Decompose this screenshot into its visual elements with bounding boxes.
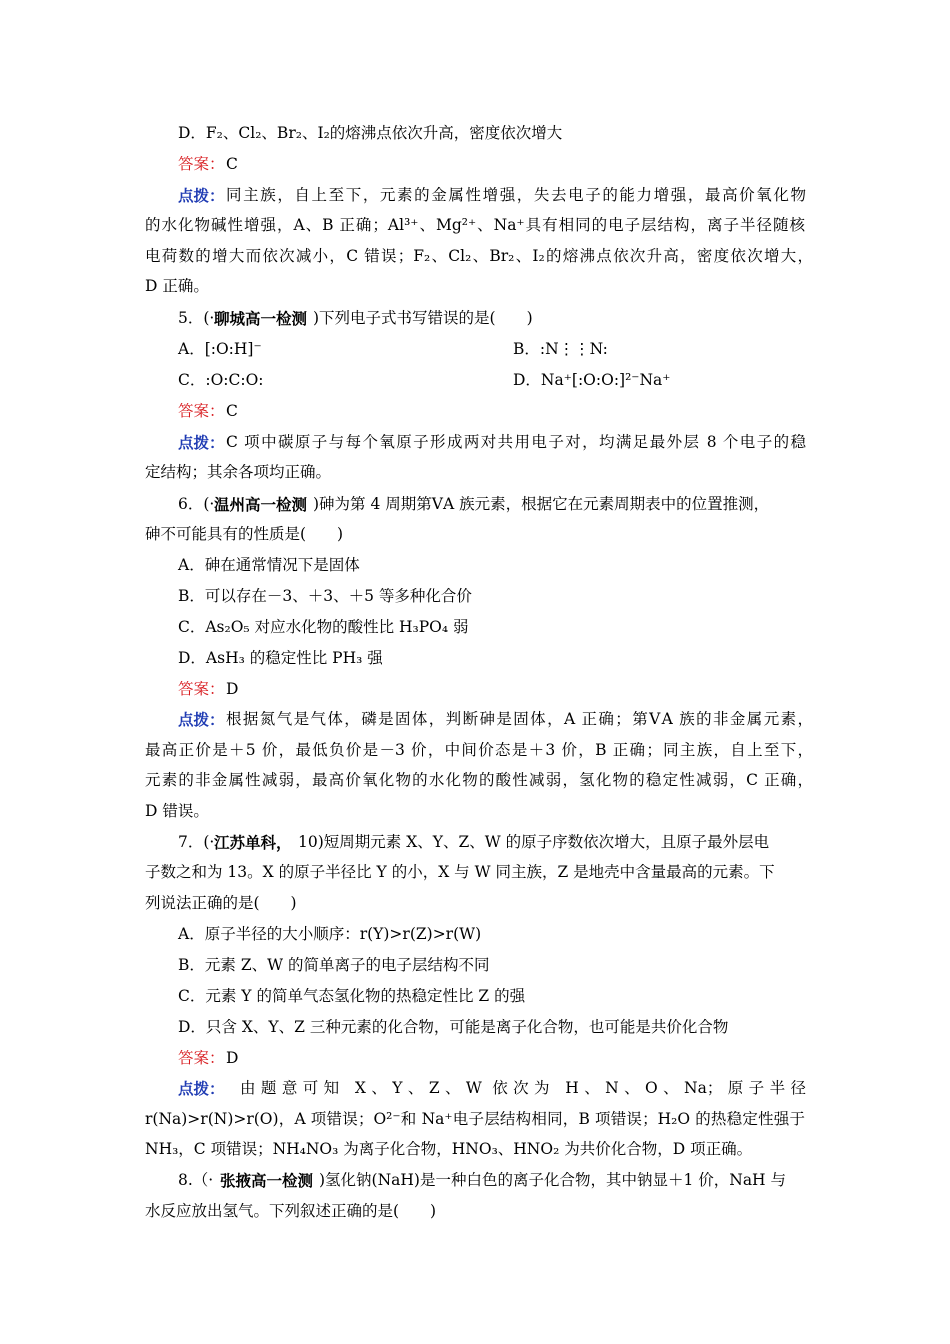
q6-stem-2 — [0, 519, 950, 550]
q6-expl-1-text-1: 根据氮气是气体，磷是固体，判断砷是固体，A 正确；第ⅤA 族的非金属元素， — [226, 710, 813, 728]
q5-opt-ab-text-0: A．[:O:H]⁻ — [178, 340, 262, 358]
q5-expl-1-text-1: C 项中碳原子与每个氧原子形成两对共用电子对，均满足最外层 8 个电子的稳 — [226, 433, 806, 451]
q6-expl-1 — [0, 704, 950, 735]
q6-opt-a-text-0: A．砷在通常情况下是固体 — [178, 556, 360, 574]
q7-expl-2-text-0: r(Na)>r(N)>r(O)，A 项错误；O²⁻和 Na⁺电子层结构相同，B 项错误；H₂O 的热稳定性强于 — [145, 1110, 805, 1128]
q6-opt-b — [0, 581, 950, 612]
q8-stem-1-text-0: 8.（· — [178, 1171, 214, 1189]
q6-stem-1-text-2: )砷为第 4 周期第ⅤA 族元素，根据它在元素周期表中的位置推测， — [313, 495, 770, 513]
q4-opt-d — [0, 118, 950, 149]
q6-answer-text-1: D — [226, 680, 239, 698]
q7-expl-3 — [0, 1134, 950, 1165]
q7-answer — [0, 1043, 950, 1074]
q6-expl-2 — [0, 735, 950, 766]
q7-opt-d-text-0: D．只含 X、Y、Z 三种元素的化合物，可能是离子化合物，也可能是共价化合物 — [178, 1018, 729, 1036]
q8-stem-2-text-0: 水反应放出氢气。下列叙述正确的是( ) — [145, 1202, 437, 1220]
q5-opt-ab-text-1: B．:N⋮⋮N: — [513, 340, 608, 358]
q4-expl-2 — [0, 210, 950, 241]
q7-expl-1 — [0, 1073, 950, 1104]
q8-stem-1 — [0, 1165, 950, 1196]
q7-stem-3 — [0, 888, 950, 919]
q4-expl-1-text-1: 同主族，自上至下，元素的金属性增强，失去电子的能力增强，最高价氧化物 — [226, 186, 806, 204]
q4-answer-text-1: C — [226, 155, 238, 173]
q7-opt-a — [0, 919, 950, 950]
q6-stem-2-text-0: 砷不可能具有的性质是( ) — [145, 525, 344, 543]
q7-stem-2 — [0, 857, 950, 888]
q6-answer-text-0: 答案： — [178, 680, 225, 698]
q6-opt-c — [0, 612, 950, 643]
q6-expl-4 — [0, 796, 950, 827]
q7-expl-2 — [0, 1104, 950, 1135]
q5-answer-text-0: 答案： — [178, 402, 225, 420]
q5-expl-2-text-0: 定结构；其余各项均正确。 — [145, 463, 332, 481]
q4-answer — [0, 149, 950, 180]
q6-expl-2-text-0: 最高正价是＋5 价，最低负价是－3 价，中间价态是＋3 价，B 正确；同主族，自上至下， — [145, 741, 813, 759]
q7-opt-b — [0, 950, 950, 981]
q4-expl-3 — [0, 241, 950, 272]
q5-stem — [0, 303, 950, 334]
q4-opt-d-text-0: D．F₂、Cl₂、Br₂、I₂的熔沸点依次升高，密度依次增大 — [178, 124, 563, 142]
q5-answer — [0, 396, 950, 427]
q8-stem-1-text-2: )氢化钠(NaH)是一种白色的离子化合物，其中钠显＋1 价，NaH 与 — [319, 1171, 786, 1189]
q5-expl-1-text-0: 点拨： — [178, 433, 225, 452]
q7-opt-a-text-0: A．原子半径的大小顺序：r(Y)>r(Z)>r(W) — [178, 925, 482, 943]
q7-stem-1 — [0, 827, 950, 858]
q7-stem-3-text-0: 列说法正确的是( ) — [145, 894, 297, 912]
q4-expl-1 — [0, 180, 950, 211]
q6-answer — [0, 674, 950, 705]
q6-expl-3 — [0, 765, 950, 796]
q7-answer-text-1: D — [226, 1049, 239, 1067]
q5-stem-text-2: )下列电子式书写错误的是( ) — [313, 309, 533, 327]
q7-stem-1-text-0: 7．(· — [178, 833, 215, 851]
q7-expl-1-text-1: 由题意可知 X、Y、Z、W 依次为 H、N、O、Na；原子半径 — [240, 1079, 806, 1097]
q7-opt-b-text-0: B．元素 Z、W 的简单离子的电子层结构不同 — [178, 956, 490, 974]
q7-opt-d — [0, 1012, 950, 1043]
q6-stem-1 — [0, 489, 950, 520]
q4-expl-3-text-0: 电荷数的增大而依次减小，C 错误；F₂、Cl₂、Br₂、I₂的熔沸点依次升高，密度依次增大， — [145, 247, 813, 265]
q5-opt-cd-text-1: D．Na⁺[:O:O:]²⁻Na⁺ — [513, 371, 671, 389]
q5-stem-text-1: 聊城高一检测 — [214, 309, 308, 328]
q4-expl-1-text-0: 点拨： — [178, 186, 225, 205]
q4-expl-4-text-0: D 正确。 — [145, 277, 209, 295]
q5-opt-cd — [0, 365, 950, 396]
q6-stem-1-text-1: 温州高一检测 — [214, 495, 308, 514]
q7-opt-c-text-0: C．元素 Y 的简单气态氢化物的热稳定性比 Z 的强 — [178, 987, 526, 1005]
q5-answer-text-1: C — [226, 402, 238, 420]
q5-opt-ab — [0, 334, 950, 365]
q7-stem-2-text-0: 子数之和为 13。X 的原子半径比 Y 的小，X 与 W 同主族，Z 是地壳中含量最高的元素。下 — [145, 863, 775, 881]
q7-stem-1-text-1: 江苏单科， — [214, 833, 292, 852]
q5-stem-text-0: 5．(· — [178, 309, 215, 327]
q7-stem-1-text-2: 10)短周期元素 X、Y、Z、W 的原子序数依次增大，且原子最外层电 — [298, 833, 770, 851]
q4-answer-text-0: 答案： — [178, 155, 225, 173]
q8-stem-2 — [0, 1196, 950, 1227]
q5-expl-2 — [0, 457, 950, 488]
q6-opt-d — [0, 643, 950, 674]
q5-expl-1 — [0, 427, 950, 458]
q7-expl-1-text-0: 点拨： — [178, 1079, 225, 1098]
q6-opt-a — [0, 550, 950, 581]
q6-stem-1-text-0: 6．(· — [178, 495, 215, 513]
q6-opt-d-text-0: D．AsH₃ 的稳定性比 PH₃ 强 — [178, 649, 383, 667]
q4-expl-2-text-0: 的水化物碱性增强，A、B 正确；Al³⁺、Mg²⁺、Na⁺具有相同的电子层结构，离子半径随核 — [145, 216, 805, 234]
q7-opt-c — [0, 981, 950, 1012]
q8-stem-1-text-1: 张掖高一检测 — [220, 1171, 314, 1190]
q7-answer-text-0: 答案： — [178, 1049, 225, 1067]
q4-expl-4 — [0, 271, 950, 302]
q6-expl-1-text-0: 点拨： — [178, 710, 225, 729]
q6-expl-3-text-0: 元素的非金属性减弱，最高价氧化物的水化物的酸性减弱，氢化物的稳定性减弱，C 正确， — [145, 771, 813, 789]
q6-opt-b-text-0: B．可以存在－3、＋3、＋5 等多种化合价 — [178, 587, 472, 605]
q5-opt-cd-text-0: C．:O:C:O: — [178, 371, 264, 389]
q6-opt-c-text-0: C．As₂O₅ 对应水化物的酸性比 H₃PO₄ 弱 — [178, 618, 469, 636]
q6-expl-4-text-0: D 错误。 — [145, 802, 209, 820]
q7-expl-3-text-0: NH₃，C 项错误；NH₄NO₃ 为离子化合物，HNO₃、HNO₂ 为共价化合物，D 项正确。 — [145, 1140, 753, 1158]
